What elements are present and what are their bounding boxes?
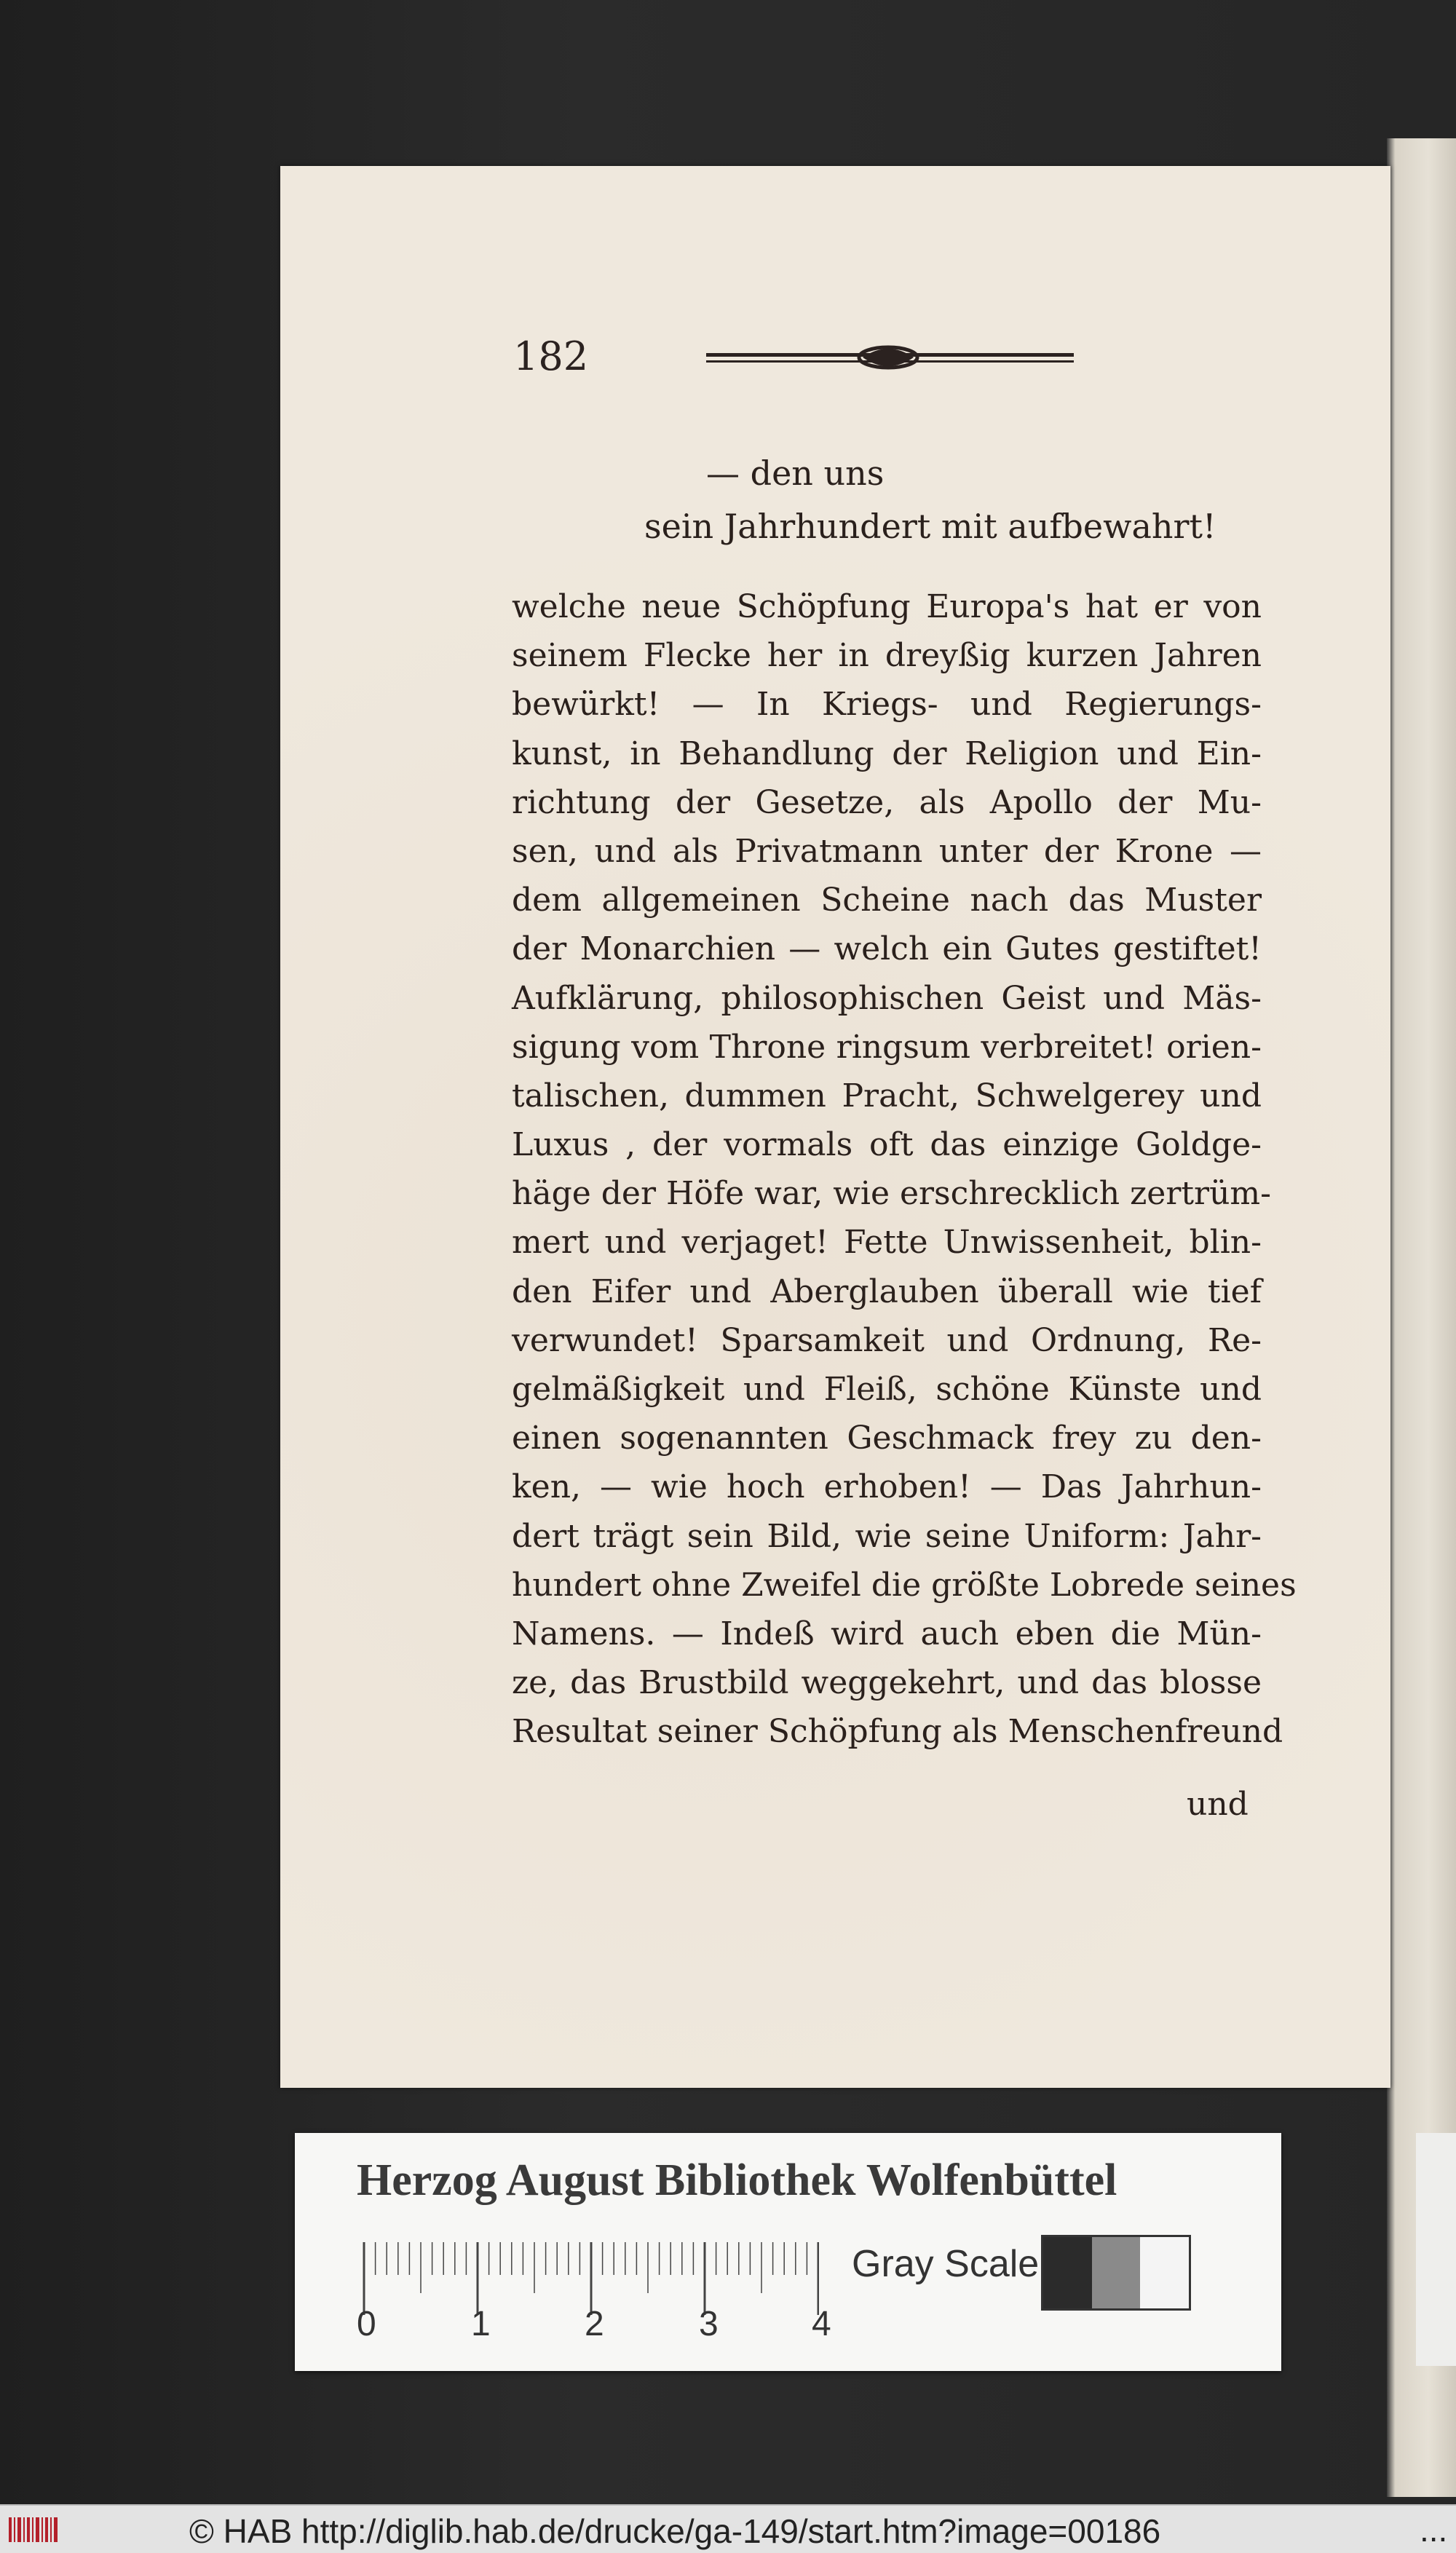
ruler-label: 0 (357, 2305, 376, 2343)
grayscale-swatch (1041, 2235, 1191, 2311)
text-line: richtung der Gesetze, als Apollo der Mu- (512, 783, 1262, 821)
text-line: Aufklärung, philosophischen Geist und Mäs- (512, 979, 1262, 1017)
text-line: dem allgemeinen Scheine nach das Muster (512, 882, 1262, 919)
text-line: gelmäßigkeit und Fleiß, schöne Künste und (512, 1371, 1262, 1408)
text-line: hundert ohne Zweifel die größte Lobrede seines (512, 1566, 1297, 1604)
adjacent-calibration-card (1416, 2133, 1456, 2366)
library-name: Herzog August Bibliothek Wolfenbüttel (357, 2156, 1117, 2205)
hab-logo-icon (7, 2514, 62, 2545)
text-line: seinem Flecke her in dreyßig kurzen Jahren (512, 637, 1262, 675)
grayscale-label: Gray Scale (852, 2243, 1040, 2285)
ruler-label: 1 (471, 2305, 491, 2343)
text-line: talischen, dummen Pracht, Schwelgerey und (512, 1077, 1262, 1115)
text-line: dert trägt sein Bild, wie seine Uniform: Jahr- (512, 1517, 1262, 1555)
text-line: ze, das Brustbild weggekehrt, und das blosse (512, 1664, 1262, 1702)
text-line: verwundet! Sparsamkeit und Ordnung, Re- (512, 1321, 1262, 1359)
ruler-label: 3 (699, 2305, 719, 2343)
text-line: einen sogenannten Geschmack frey zu den- (512, 1420, 1262, 1457)
swatch-light (1140, 2237, 1189, 2308)
text-line: sigung vom Throne ringsum verbreitet! orien- (512, 1028, 1262, 1066)
text-line: kunst, in Behandlung der Religion und Ein- (512, 735, 1262, 772)
text-line: bewürkt! — In Kriegs- und Regierungs- (512, 686, 1262, 724)
ruler-label: 4 (812, 2305, 831, 2343)
text-line: den Eifer und Aberglauben überall wie tief (512, 1272, 1262, 1310)
text-line: Luxus , der vormals oft das einzige Goldge- (512, 1126, 1262, 1164)
text-line: welche neue Schöpfung Europa's hat er von (512, 588, 1262, 625)
page-number: 182 (513, 333, 589, 379)
catchword: und (1187, 1786, 1249, 1823)
color-calibration-card (295, 2133, 1281, 2371)
book-page (280, 166, 1390, 2088)
text-line: häge der Höfe war, wie erschrecklich zertrüm- (512, 1175, 1272, 1213)
ruler-label: 2 (585, 2305, 604, 2343)
text-line: ken, — wie hoch erhoben! — Das Jahrhun- (512, 1468, 1262, 1506)
quote-line-1: — den uns (706, 454, 885, 493)
text-line: Resultat seiner Schöpfung als Menschenfreund (512, 1713, 1283, 1751)
text-line: mert und verjaget! Fette Unwissenheit, blin- (512, 1224, 1262, 1262)
status-bar (0, 2504, 1456, 2553)
quote-line-2: sein Jahrhundert mit aufbewahrt! (644, 507, 1216, 546)
swatch-dark (1043, 2237, 1092, 2308)
text-line: der Monarchien — welch ein Gutes gestiftet! (512, 930, 1262, 968)
text-line: sen, und als Privatmann unter der Krone — (512, 832, 1262, 870)
body-text (512, 582, 1297, 1757)
ornament-rule-icon (706, 344, 1074, 373)
copyright-link[interactable]: © HAB http://diglib.hab.de/drucke/ga-149/start.htm?image=00186 (189, 2512, 1161, 2550)
text-line: Namens. — Indeß wird auch eben die Mün- (512, 1615, 1262, 1652)
swatch-mid (1092, 2237, 1141, 2308)
more-menu[interactable]: ... (1420, 2511, 1448, 2549)
